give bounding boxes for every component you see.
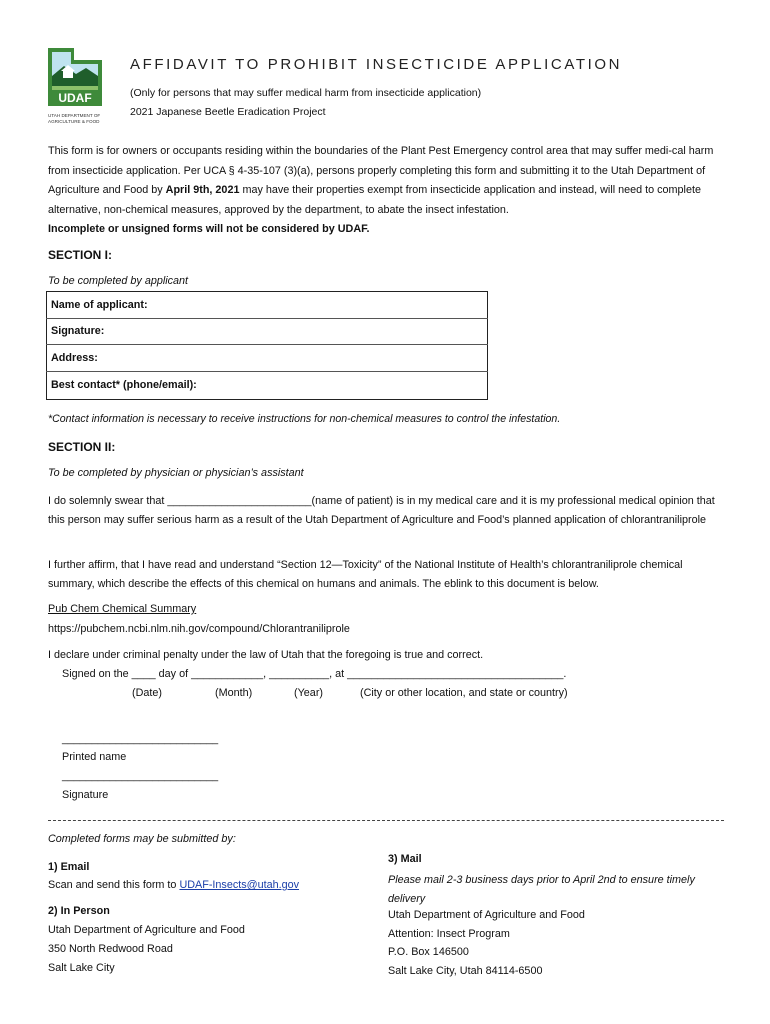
mail-line: Utah Department of Agriculture and Food	[388, 909, 585, 921]
pubchem-summary-link[interactable]: Pub Chem Chemical Summary	[48, 603, 197, 615]
utah-state-icon	[46, 46, 104, 132]
section2-heading: SECTION II:	[48, 440, 116, 454]
signature-label: Signature	[62, 789, 109, 801]
section1-heading: SECTION I:	[48, 248, 113, 262]
month-label: (Month)	[215, 687, 253, 699]
city-label: (City or other location, and state or country)	[360, 687, 568, 699]
email-text: Scan and send this form to	[48, 879, 180, 891]
printed-name-blank[interactable]: __________________________	[62, 733, 219, 745]
pubchem-url[interactable]: https://pubchem.ncbi.nlm.nih.gov/compound/Chlorantraniliprole	[48, 623, 350, 635]
year-label: (Year)	[294, 687, 324, 699]
applicant-table	[46, 291, 488, 400]
project-name: 2021 Japanese Beetle Eradication Project	[130, 106, 326, 118]
signed-on-line[interactable]: Signed on the ____ day of ____________, __________, at ____________________________________.	[62, 668, 567, 680]
mail-line: Salt Lake City, Utah 84114-6500	[388, 965, 543, 977]
printed-name-label: Printed name	[62, 751, 127, 763]
intro-paragraph	[48, 142, 728, 240]
intro-text: This form is for owners or occupants residing within the boundaries of the Plant Pest Emergency control area that may suffer medi-cal harm from insecticide application. Per UCA § 4-35-107 (3)(a), persons properly completing this form and submitting it to the Utah Department of Agriculture and Food by	[48, 145, 714, 196]
svg-text:UDAF: UDAF	[58, 91, 92, 105]
in-person-line: Utah Department of Agriculture and Food	[48, 924, 245, 936]
section2-instruction: To be completed by physician or physician’s assistant	[48, 467, 304, 479]
form-subtitle: (Only for persons that may suffer medical harm from insecticide application)	[130, 87, 482, 99]
contact-footnote: *Contact information is necessary to receive instructions for non-chemical measures to control the infestation.	[48, 413, 561, 425]
form-title: AFFIDAVIT TO PROHIBIT INSECTICIDE APPLICATION	[130, 56, 623, 73]
in-person-line: 350 North Redwood Road	[48, 943, 173, 955]
email-instruction	[48, 879, 299, 891]
section1-instruction: To be completed by applicant	[48, 275, 189, 287]
in-person-line: Salt Lake City	[48, 962, 115, 974]
date-label: (Date)	[132, 687, 162, 699]
mail-heading: 3) Mail	[388, 853, 422, 865]
signature-blank[interactable]: __________________________	[62, 770, 219, 782]
incomplete-warning: Incomplete or unsigned forms will not be considered by UDAF.	[48, 223, 370, 235]
intro-text-cont: may have their properties exempt from insecticide application and instead, will need to complete alternative, non-chemical measures, approved by the department, to abate the insect infestation.	[48, 184, 701, 216]
svg-text:UTAH DEPARTMENT OF: UTAH DEPARTMENT OF	[48, 113, 101, 118]
in-person-heading: 2) In Person	[48, 905, 110, 917]
deadline: April 9th, 2021	[165, 184, 240, 196]
affirmation-paragraph: I further affirm, that I have read and understand “Section 12—Toxicity” of the National Institute of Health’s chlorantraniliprole chemical summary, which describe the effects of this chemical on humans and animals. The eblink to this document is below.	[48, 559, 683, 590]
applicant-signature-field[interactable]: Signature:	[47, 318, 488, 345]
mail-line: P.O. Box 146500	[388, 946, 469, 958]
applicant-contact-field[interactable]: Best contact* (phone/email):	[47, 371, 488, 399]
divider	[48, 820, 724, 821]
mail-line: Attention: Insect Program	[388, 928, 510, 940]
declaration: I declare under criminal penalty under the law of Utah that the foregoing is true and correct.	[48, 649, 484, 661]
applicant-address-field[interactable]: Address:	[47, 345, 488, 372]
email-link[interactable]: UDAF-Insects@utah.gov	[179, 879, 300, 891]
email-heading: 1) Email	[48, 861, 90, 873]
svg-text:AGRICULTURE & FOOD: AGRICULTURE & FOOD	[48, 119, 100, 124]
applicant-name-field[interactable]: Name of applicant:	[51, 298, 148, 311]
physician-statement: I do solemnly swear that ________________________(name of patient) is in my medical care and it is my professional medical opinion that this person may suffer serious harm as a result of the Utah Department of Agriculture and Food’s planned application of chlorantraniliprole	[48, 495, 715, 526]
mail-note: Please mail 2-3 business days prior to April 2nd to ensure timely delivery	[388, 874, 695, 905]
submission-intro: Completed forms may be submitted by:	[48, 833, 236, 845]
udaf-logo	[46, 46, 104, 132]
